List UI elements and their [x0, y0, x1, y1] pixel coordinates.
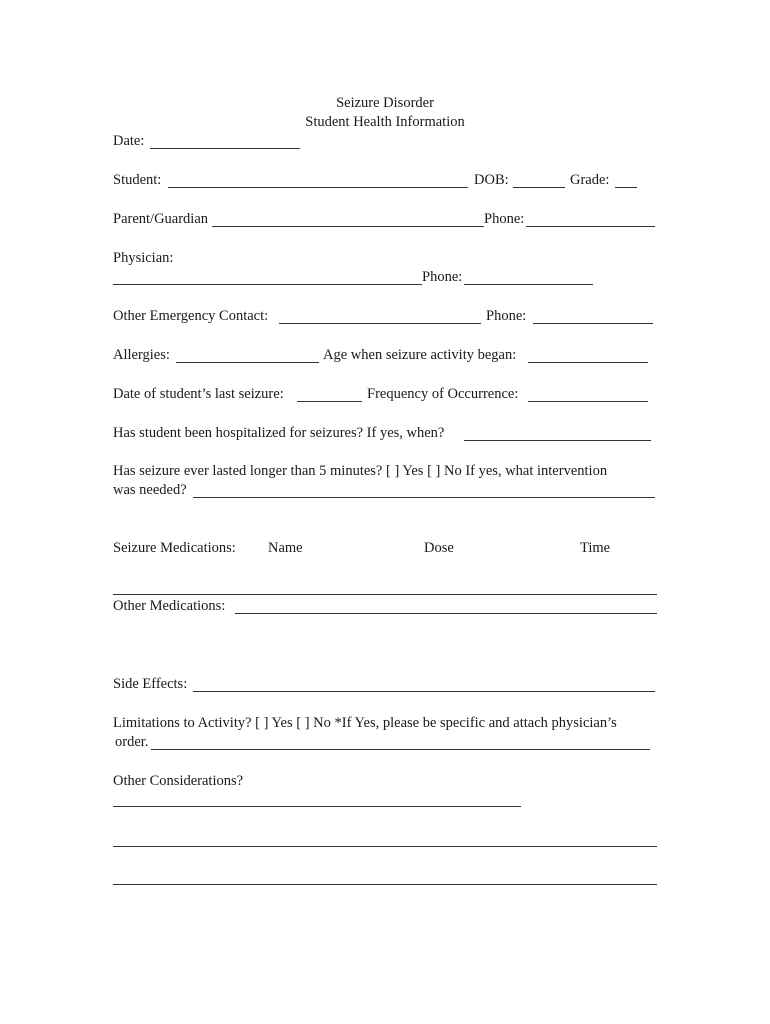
other-considerations-line-1[interactable]: [113, 806, 521, 807]
other-considerations-line-3[interactable]: [113, 884, 657, 885]
side-effects-label: Side Effects:: [113, 676, 188, 692]
was-needed-label: was needed?: [113, 482, 187, 498]
date-label: Date:: [113, 133, 145, 149]
emergency-contact-field[interactable]: [279, 323, 481, 324]
hospitalized-label: Has student been hospitalized for seizures? If yes, when?: [113, 425, 445, 441]
order-label: order.: [115, 734, 149, 750]
dob-label: DOB:: [474, 172, 509, 188]
physician-phone-label: Phone:: [422, 269, 463, 285]
dob-field[interactable]: [513, 187, 565, 188]
frequency-field[interactable]: [528, 401, 648, 402]
parent-phone-label: Phone:: [484, 211, 525, 227]
form-title: Seizure Disorder: [336, 95, 434, 111]
allergies-label: Allergies:: [113, 347, 170, 363]
age-seizure-began-label: Age when seizure activity began:: [323, 347, 517, 363]
limitations-field[interactable]: [151, 749, 650, 750]
last-seizure-label: Date of student’s last seizure:: [113, 386, 284, 402]
emergency-phone-field[interactable]: [533, 323, 653, 324]
seizure-medications-field[interactable]: [113, 594, 657, 595]
grade-field[interactable]: [615, 187, 637, 188]
medication-time-header: Time: [580, 540, 611, 556]
seizure-medications-label: Seizure Medications:: [113, 540, 236, 556]
student-label: Student:: [113, 172, 162, 188]
intervention-field[interactable]: [193, 497, 655, 498]
lasted-longer-label: Has seizure ever lasted longer than 5 minutes? [ ] Yes [ ] No If yes, what intervention: [113, 463, 608, 479]
frequency-label: Frequency of Occurrence:: [367, 386, 519, 402]
hospitalized-field[interactable]: [464, 440, 651, 441]
student-field[interactable]: [168, 187, 468, 188]
medication-name-header: Name: [268, 540, 303, 556]
form-subtitle: Student Health Information: [305, 114, 465, 130]
physician-phone-field[interactable]: [464, 284, 593, 285]
grade-label: Grade:: [570, 172, 610, 188]
emergency-phone-label: Phone:: [486, 308, 527, 324]
other-considerations-label: Other Considerations?: [113, 773, 244, 789]
parent-guardian-field[interactable]: [212, 226, 484, 227]
limitations-label: Limitations to Activity? [ ] Yes [ ] No *If Yes, please be specific and attach physician’s: [113, 715, 617, 731]
emergency-contact-label: Other Emergency Contact:: [113, 308, 269, 324]
side-effects-field[interactable]: [193, 691, 655, 692]
age-seizure-began-field[interactable]: [528, 362, 648, 363]
other-considerations-line-2[interactable]: [113, 846, 657, 847]
date-field[interactable]: [150, 148, 300, 149]
other-medications-label: Other Medications:: [113, 598, 226, 614]
medication-dose-header: Dose: [424, 540, 454, 556]
last-seizure-field[interactable]: [297, 401, 362, 402]
parent-phone-field[interactable]: [526, 226, 655, 227]
physician-label: Physician:: [113, 250, 174, 266]
allergies-field[interactable]: [176, 362, 319, 363]
parent-guardian-label: Parent/Guardian: [113, 211, 209, 227]
other-medications-field[interactable]: [235, 613, 657, 614]
physician-field[interactable]: [113, 284, 422, 285]
